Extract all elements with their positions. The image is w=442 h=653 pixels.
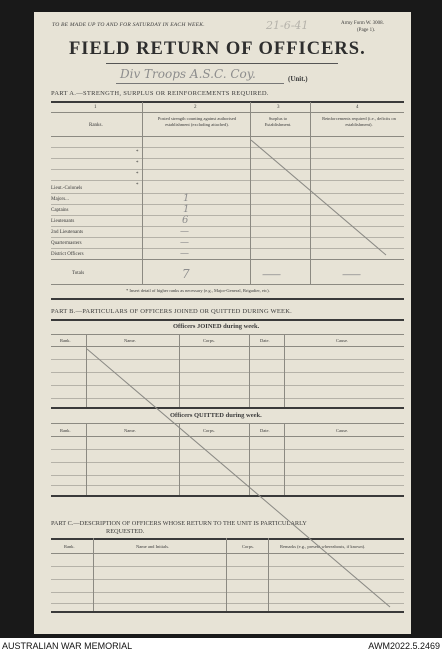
asterisk-marker: * [136, 172, 139, 177]
col-header-surplus: Surplus to Establishment. [264, 116, 292, 127]
quitted-title: Officers QUITTED during week. [170, 412, 262, 419]
rank-label: District Officers [51, 252, 84, 257]
instruction-text: TO BE MADE UP TO AND FOR SATURDAY IN EACH WEEK. [52, 22, 205, 28]
posted-value-2nd-lieutenants: — [180, 227, 189, 237]
posted-value-lieutenants: 6 [182, 215, 189, 226]
totals-label: Totals [72, 271, 85, 276]
col-header-reinforcements: Reinforcements required (i.e., deficits on establishment). [322, 116, 396, 127]
joined-col-corps: Corps. [203, 338, 215, 343]
quitted-col-name: Name. [124, 428, 136, 433]
joined-col-rank: Rank. [60, 338, 71, 343]
rank-label: Majors... [51, 197, 69, 202]
col-num-4: 4 [356, 105, 359, 110]
page-number: (Page 1). [357, 28, 376, 33]
col-num-3: 3 [277, 105, 280, 110]
part-c-col-remarks: Remarks (e.g., present whereabouts, if known). [280, 544, 366, 549]
handwritten-date: 21-6-41 [266, 19, 309, 32]
quitted-col-date: Date. [260, 428, 270, 433]
rank-label: Lieutenants [51, 219, 75, 224]
pencil-strike-lines [34, 12, 411, 634]
part-b-heading: PART B.—PARTICULARS OF OFFICERS JOINED OR QUITTED DURING WEEK. [51, 308, 292, 315]
posted-value-quartermasters: — [180, 238, 189, 248]
quitted-col-rank: Rank. [60, 428, 71, 433]
source-credit: AUSTRALIAN WAR MEMORIAL [2, 641, 133, 651]
caption-bar [0, 638, 442, 653]
posted-value-majors: 1 [183, 193, 190, 204]
joined-col-cause: Cause. [336, 338, 349, 343]
part-c-col-corps: Corps. [242, 544, 254, 549]
form-page [34, 12, 411, 634]
totals-surplus: — [261, 268, 282, 281]
joined-title: Officers JOINED during week. [173, 323, 260, 330]
col-num-1: 1 [94, 105, 97, 110]
rank-label: Quartermasters [51, 241, 82, 246]
posted-value-district-officers: — [180, 249, 189, 259]
strike-line-part-a [251, 140, 386, 255]
joined-col-date: Date. [260, 338, 270, 343]
accession-number: AWM2022.5.2469 [368, 641, 440, 651]
rank-label: Captains [51, 208, 69, 213]
posted-value-captains: 1 [183, 204, 190, 215]
col-header-posted: Posted strength counting against authorised establishment (excluding attached). [157, 116, 237, 127]
asterisk-marker: * [136, 161, 139, 166]
form-number: Army Form W. 3008. [341, 21, 384, 26]
asterisk-marker: * [136, 183, 139, 188]
unit-label: (Unit.) [288, 75, 308, 83]
col-num-2: 2 [194, 105, 197, 110]
joined-col-name: Name. [124, 338, 136, 343]
quitted-col-cause: Cause. [336, 428, 349, 433]
form-title: FIELD RETURN OF OFFICERS. [69, 39, 366, 59]
strike-line-part-b-c [87, 349, 390, 607]
unit-handwritten: Div Troops A.S.C. Coy. [120, 67, 256, 81]
part-c-col-rank: Rank. [64, 544, 75, 549]
part-a-heading: PART A.—STRENGTH, SURPLUS OR REINFORCEMENTS REQUIRED. [51, 90, 269, 97]
asterisk-marker: * [136, 150, 139, 155]
part-a-footnote: * Insert detail of higher ranks as necessary (e.g., Major-General, Brigadier, etc). [126, 288, 270, 293]
quitted-col-corps: Corps. [203, 428, 215, 433]
totals-reinforcements: — [341, 268, 362, 281]
part-c-col-name: Name and Initials. [136, 544, 170, 549]
part-c-heading-line2: REQUESTED. [106, 528, 145, 535]
part-c-heading-line1: PART C.—DESCRIPTION OF OFFICERS WHOSE RETURN TO THE UNIT IS PARTICULARLY [51, 520, 307, 527]
col-header-ranks: Ranks. [89, 123, 103, 128]
rank-label: 2nd Lieutenants [51, 230, 84, 235]
rank-label: Lieut.-Colonels [51, 186, 83, 191]
totals-posted: 7 [182, 267, 190, 281]
